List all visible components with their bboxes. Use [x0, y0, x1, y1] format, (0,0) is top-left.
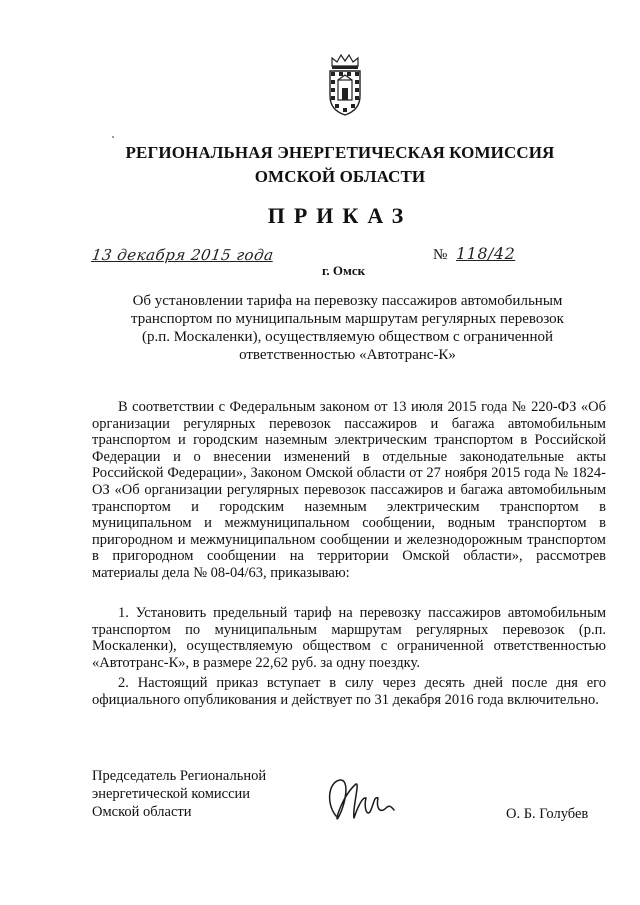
organization-name-line2: ОМСКОЙ ОБЛАСТИ — [254, 167, 426, 186]
city: г. Омск — [322, 263, 366, 278]
signatory-title-line3: Омской области — [92, 804, 192, 820]
coat-of-arms-icon — [322, 52, 368, 118]
order-number-label: № — [433, 247, 448, 263]
paragraph-text: 1. Установить предельный тариф на перевозку пассажиров автомобильным транспортом по муниципальным маршрутам регулярных перевозок (р.п. Москаленки), осуществляемую обществом с ограниченной ответственностью «Автотранс-К», в размере 22,62 руб. за одну поездку. — [92, 605, 606, 671]
order-date: 13 декабря 2015 года — [90, 246, 275, 264]
signatory-title — [92, 767, 266, 821]
document-type: ПРИКАЗ — [267, 203, 413, 228]
organization-name-line1: РЕГИОНАЛЬНАЯ ЭНЕРГЕТИЧЕСКАЯ КОМИССИЯ — [125, 143, 555, 162]
body-paragraph-item2 — [92, 675, 606, 708]
handwritten-signature — [322, 774, 400, 826]
signatory-title-line2: энергетической комиссии — [92, 786, 251, 802]
order-number: 118/42 — [456, 244, 516, 263]
paragraph-text: 2. Настоящий приказ вступает в силу через десять дней после дня его официального опубликования и действует по 31 декабря 2016 года включительно. — [92, 675, 606, 708]
order-subject: Об установлении тарифа на перевозку пассажиров автомобильным транспортом по муниципальным маршрутам регулярных перевозок (р.п. Москаленки), осуществляемую обществом с ограниченной ответственностью «Автотранс-К» — [131, 293, 564, 363]
paragraph-text: В соответствии с Федеральным законом от 13 июля 2015 года № 220-ФЗ «Об организации регулярных перевозок пассажиров и багажа автомобильным транспортом и городским наземным электрическим транспортом в Российской Федерации и о внесении изменений в отдельные законодательные акты Российской Федерации», Законом Омской области от 27 ноября 2015 года № 1824-ОЗ «Об организации регулярных перевозок пассажиров и багажа автомобильным транспортом и городским наземным электрическим транспортом в муниципальном и межмуниципальном сообщении, водным транспортом в пригородном и межмуниципальном сообщении и железнодорожным транспортом в пригородном сообщении на территории Омской области», рассмотрев материалы дела № 08-04/63, приказываю: — [92, 399, 606, 581]
signatory-title-line1: Председатель Региональной — [92, 768, 267, 784]
scan-speck — [112, 136, 114, 138]
body-paragraph-basis — [92, 399, 606, 582]
signatory-name: О. Б. Голубев — [506, 806, 589, 822]
body-paragraph-item1 — [92, 605, 606, 671]
